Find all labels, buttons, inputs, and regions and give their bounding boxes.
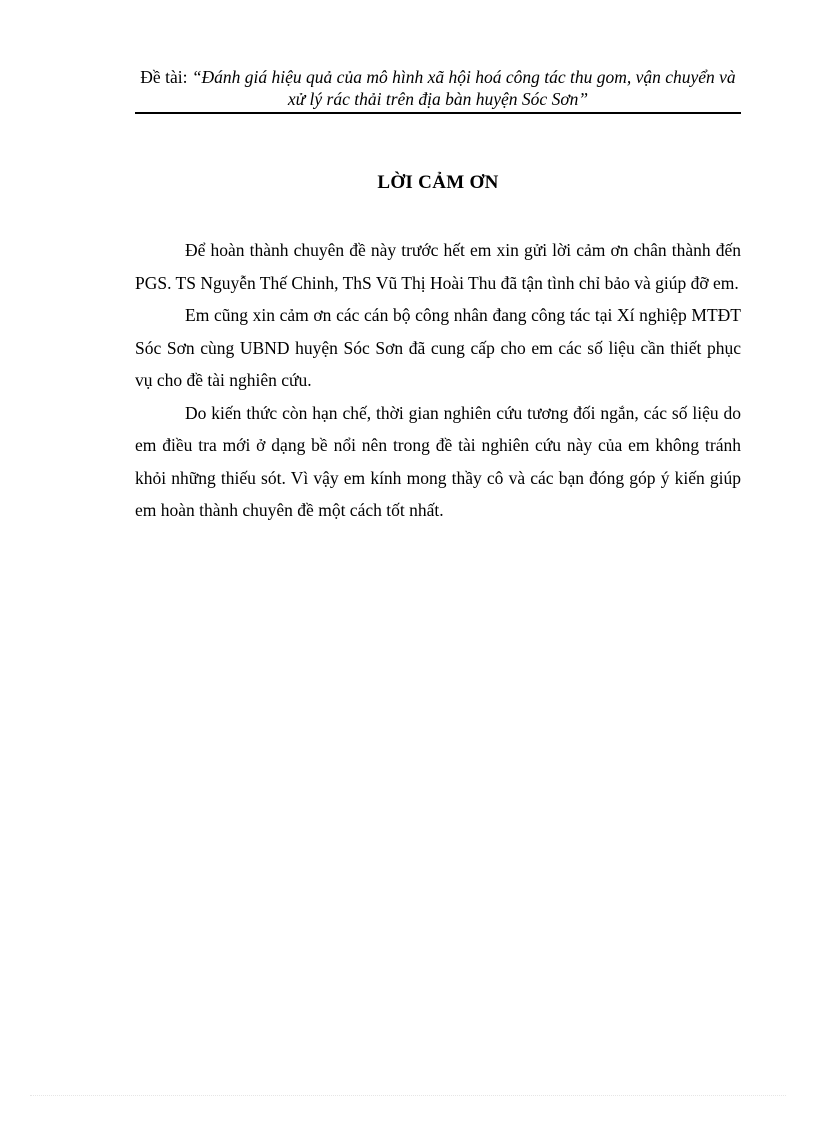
body-text: [135, 234, 741, 527]
paragraph-3: Do kiến thức còn hạn chế, thời gian nghiên cứu tương đối ngắn, các số liệu do em điều tra mới ở dạng bề nổi nên trong đề tài nghiên cứu này của em không tránh khỏi những thiếu sót. Vì vậy em kính mong thầy cô và các bạn đóng góp ý kiến giúp em hoàn thành chuyên đề một cách tốt nhất.: [135, 402, 741, 520]
running-header: [135, 66, 741, 110]
paragraph-2: Em cũng xin cảm ơn các cán bộ công nhân đang công tác tại Xí nghiệp MTĐT Sóc Sơn cùng UBND huyện Sóc Sơn đã cung cấp cho em các số liệu cần thiết phục vụ cho đề tài nghiên cứu.: [135, 305, 741, 390]
section-title: LỜI CẢM ƠN: [377, 172, 499, 193]
page-bottom-border: [30, 1095, 786, 1096]
header-prefix: Đề tài:: [140, 67, 188, 87]
paragraph-1: Để hoàn thành chuyên đề này trước hết em xin gửi lời cảm ơn chân thành đến PGS. TS Nguyễn Thế Chinh, ThS Vũ Thị Hoài Thu đã tận tình chỉ bảo và giúp đỡ em.: [135, 240, 741, 293]
header-topic-title: “Đánh giá hiệu quả của mô hình xã hội hoá công tác thu gom, vận chuyển và xử lý rác thải trên địa bàn huyện Sóc Sơn”: [191, 67, 736, 109]
header-divider: [135, 112, 741, 114]
